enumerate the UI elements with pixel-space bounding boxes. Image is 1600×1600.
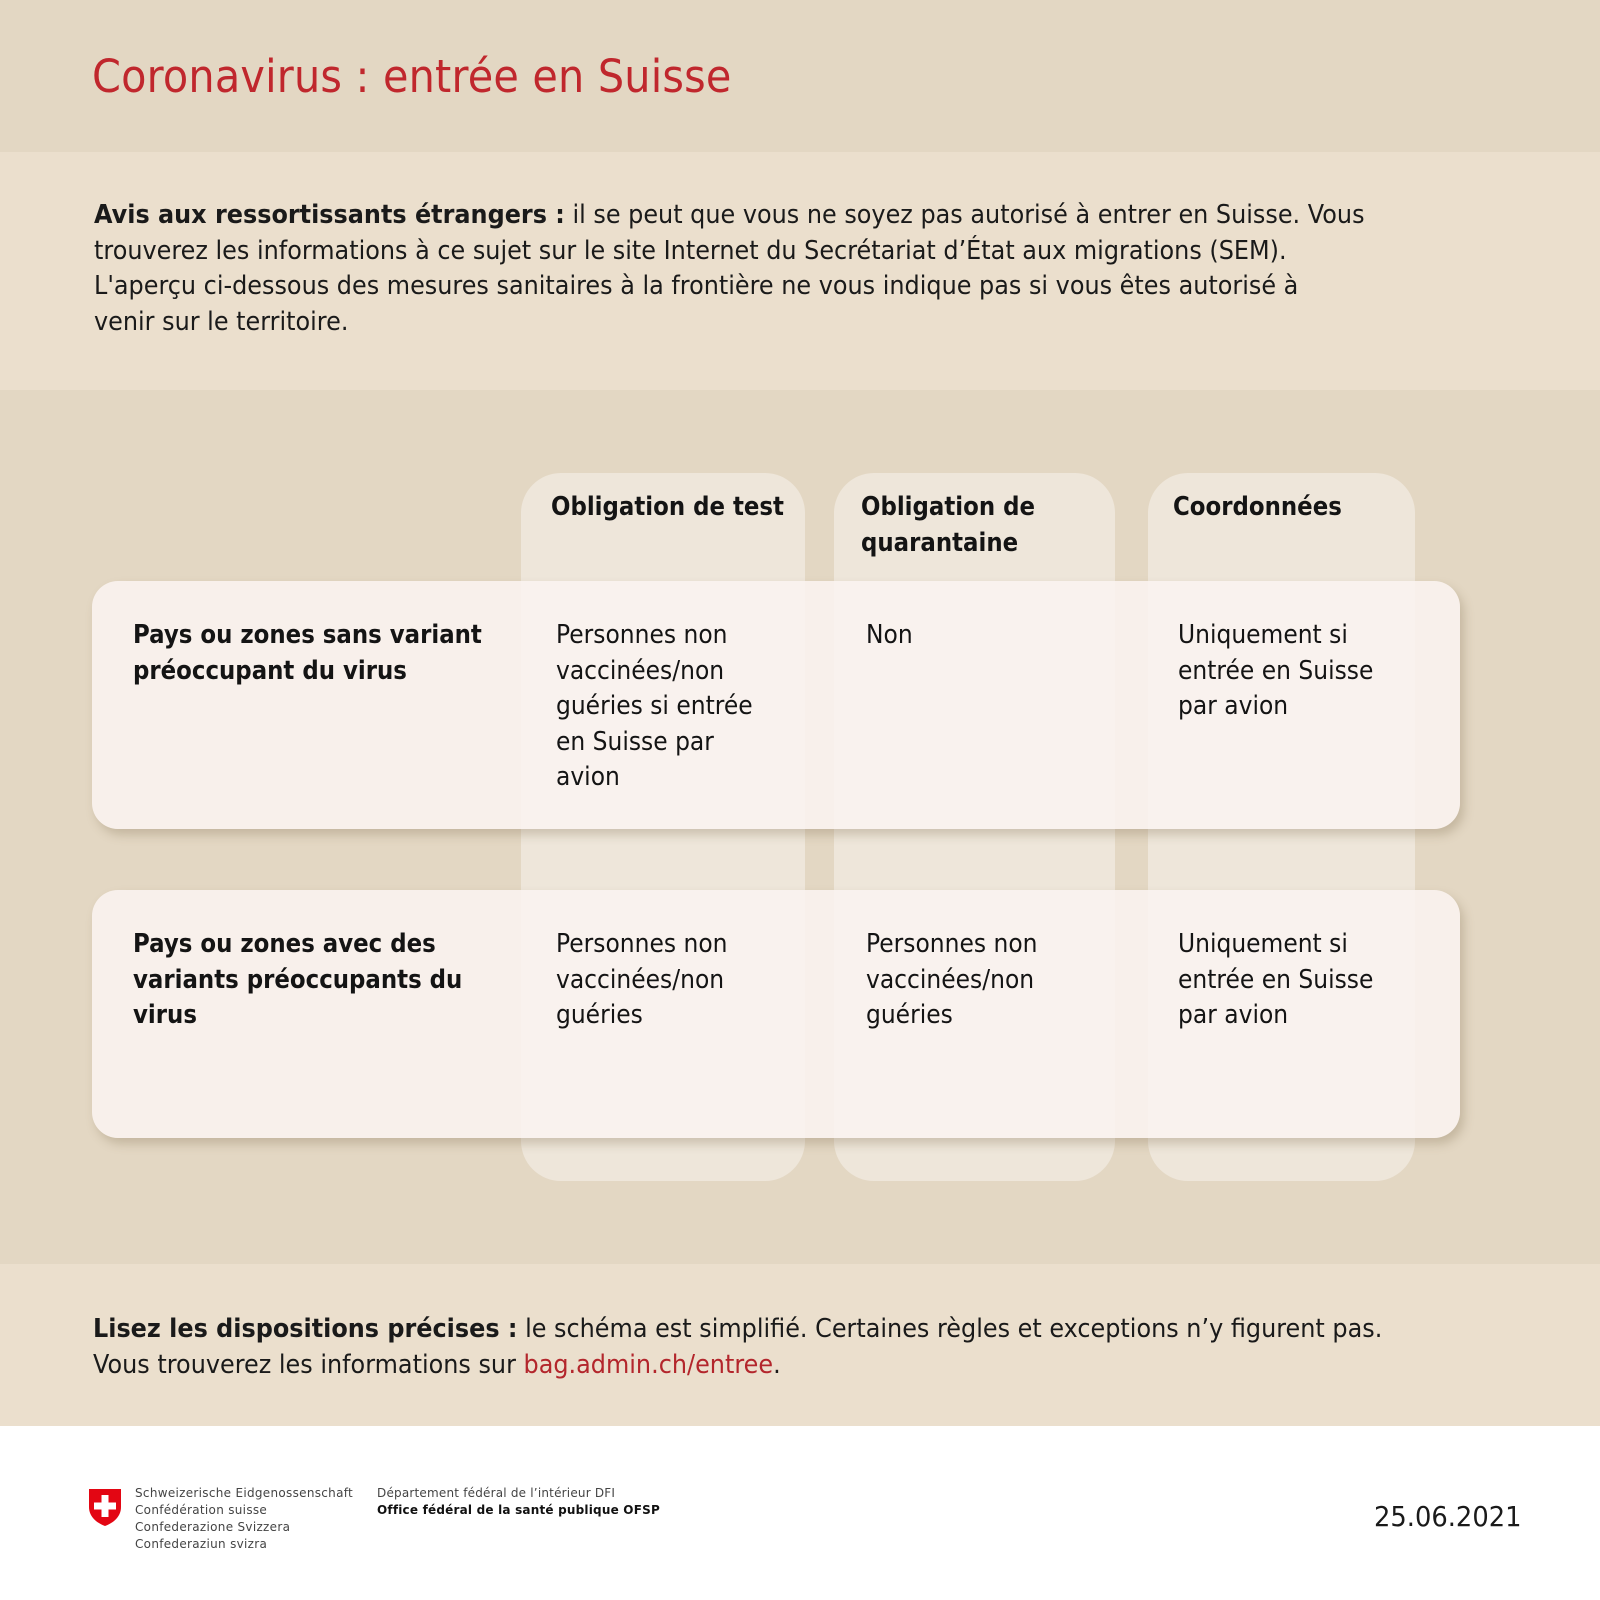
notice-line-1: il se peut que vous ne soyez pas autorisé à entrer en Suisse. Vous xyxy=(564,200,1365,230)
cell-quarantine-no-variant: Non xyxy=(866,620,913,650)
cell-test-no-variant: Personnes non vaccinées/non guéries si entrée en Suisse par avion xyxy=(556,620,753,792)
confederation-name-rm: Confederaziun svizra xyxy=(135,1537,268,1551)
notice-lead: Avis aux ressortissants étrangers : xyxy=(94,200,565,230)
confederation-name-it: Confederazione Svizzera xyxy=(135,1520,291,1534)
bag-entree-link[interactable]: bag.admin.ch/entree xyxy=(523,1349,774,1380)
cell-test-variant: Personnes non vaccinées/non guéries xyxy=(556,929,728,1030)
department-names xyxy=(377,1485,660,1519)
confederation-name-fr: Confédération suisse xyxy=(135,1503,268,1517)
department-name: Département fédéral de l’intérieur DFI xyxy=(377,1486,616,1500)
disclaimer-line-1: le schéma est simplifié. Certaines règles et exceptions n’y figurent pas. xyxy=(517,1314,1383,1344)
notice-line-2: trouverez les informations à ce sujet sur le site Internet du Secrétariat d’État aux migrations (SEM). xyxy=(94,235,1287,266)
cell-contact-variant: Uniquement si entrée en Suisse par avion xyxy=(1178,929,1374,1030)
column-header-test: Obligation de test xyxy=(551,492,784,522)
row-label-no-variant: Pays ou zones sans variant préoccupant du virus xyxy=(133,620,482,686)
cell-quarantine-variant: Personnes non vaccinées/non guéries xyxy=(866,929,1038,1030)
disclaimer-line-2-prefix: Vous trouverez les informations sur xyxy=(93,1349,524,1380)
confederation-names xyxy=(135,1485,353,1553)
disclaimer-lead: Lisez les dispositions précises : xyxy=(93,1314,518,1344)
page-title: Coronavirus : entrée en Suisse xyxy=(92,50,732,103)
confederation-name-de: Schweizerische Eidgenossenschaft xyxy=(135,1486,354,1500)
disclaimer-line-2-suffix: . xyxy=(773,1349,781,1380)
disclaimer-paragraph xyxy=(93,1312,1473,1383)
office-name: Office fédéral de la santé publique OFSP xyxy=(377,1503,660,1517)
swiss-crest-icon xyxy=(87,1487,123,1527)
column-header-quarantine: Obligation de quarantaine xyxy=(861,492,1035,558)
publication-date: 25.06.2021 xyxy=(1374,1500,1522,1533)
cell-contact-no-variant: Uniquement si entrée en Suisse par avion xyxy=(1178,620,1374,721)
notice-line-4: venir sur le territoire. xyxy=(94,306,349,337)
column-header-contact: Coordonnées xyxy=(1173,492,1342,522)
notice-line-3: L'aperçu ci-dessous des mesures sanitaires à la frontière ne vous indique pas si vous êtes autorisé à xyxy=(94,271,1299,301)
notice-paragraph xyxy=(94,198,1400,340)
row-label-variant: Pays ou zones avec des variants préoccupants du virus xyxy=(133,929,463,1030)
